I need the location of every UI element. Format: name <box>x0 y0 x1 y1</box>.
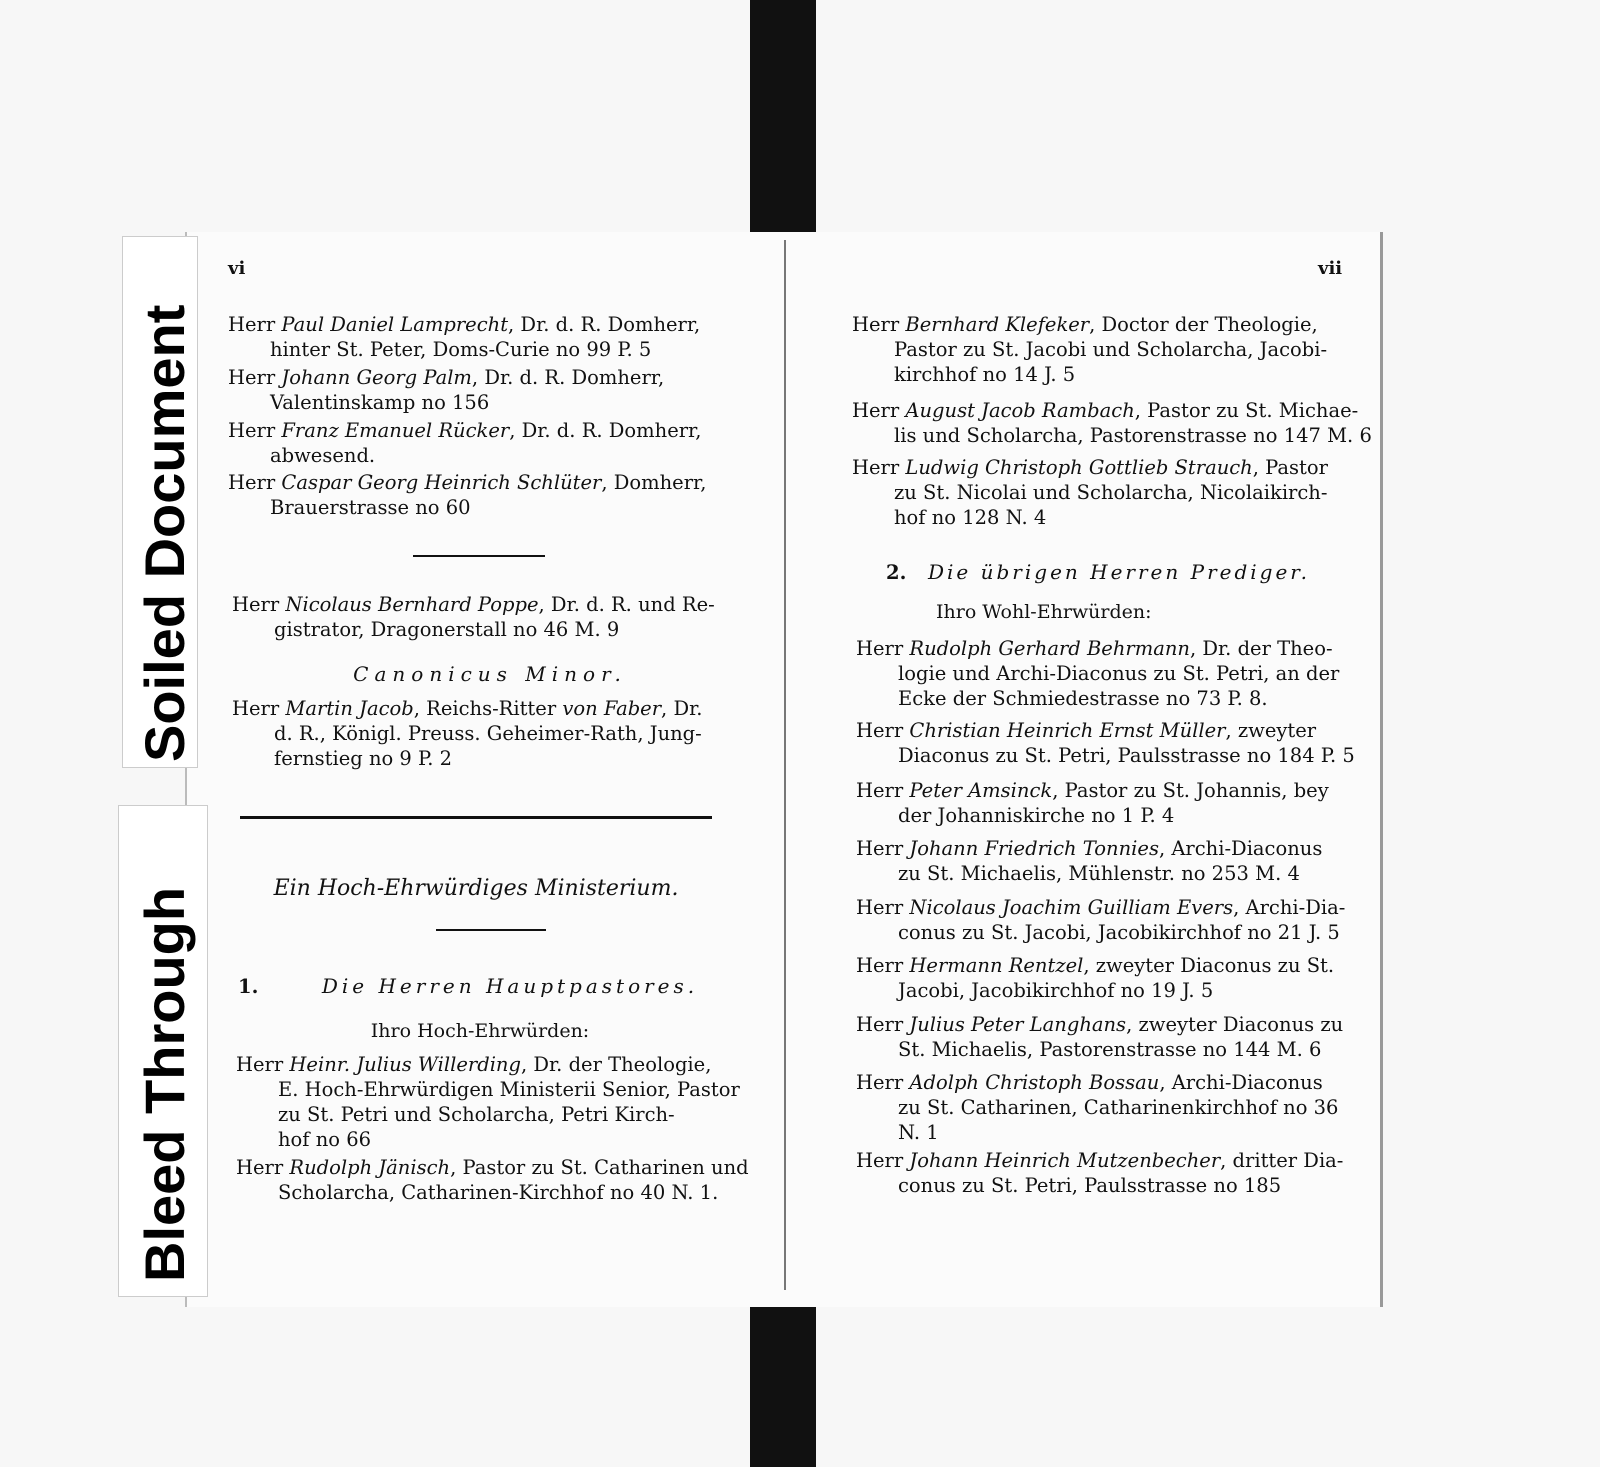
left-page-number: vi <box>228 258 246 279</box>
canonicus-minor-heading: Canonicus Minor. <box>353 662 627 686</box>
label-bleed-through: Bleed Through <box>133 886 196 1282</box>
herr-text: Herr <box>852 313 900 336</box>
entry-julius-peter-langhans <box>856 1012 1366 1062</box>
section1-num: 1. <box>238 975 259 998</box>
section1-address: Ihro Hoch-Ehrwürden: <box>370 1020 590 1042</box>
short-rule-2 <box>436 929 546 931</box>
entry-paul-daniel-lamprecht <box>228 312 728 362</box>
person-name: August Jacob Rambach <box>905 399 1135 422</box>
right-page-number: vii <box>1318 258 1343 279</box>
herr-text: Herr <box>852 456 900 479</box>
entry-august-jacob-rambach <box>852 398 1372 448</box>
section1-title: Die Herren Hauptpastores. <box>321 974 699 998</box>
person-name: Christian Heinrich Ernst Müller <box>909 719 1226 742</box>
entry-line: zu St. Catharinen, Catharinenkirchhof no 36 <box>898 1096 1339 1119</box>
entry-line: St. Michaelis, Pastorenstrasse no 144 M. 6 <box>898 1038 1322 1061</box>
entry-title: , Archi-Diaconus <box>1159 1071 1323 1094</box>
entry-line: Diaconus zu St. Petri, Paulsstrasse no 184 P. 5 <box>898 744 1355 767</box>
entry-poppe: Herr Nicolaus Bernhard Poppe, Dr. d. R. und Re- gistrator, Dragonerstall no 46 M. 9 <box>232 593 715 641</box>
person-name: Paul Daniel Lamprecht <box>281 313 509 336</box>
entry-line: Brauerstrasse no 60 <box>270 496 471 519</box>
person-name: Johann Friedrich Tonnies <box>909 837 1159 860</box>
entry-franz-emanuel-r-cker <box>228 418 728 468</box>
entry-line: lis und Scholarcha, Pastorenstrasse no 147 M. 6 <box>894 424 1372 447</box>
herr-text: Herr <box>852 399 900 422</box>
person-name: Ludwig Christoph Gottlieb Strauch <box>905 456 1253 479</box>
person-name: Johann Heinrich Mutzenbecher <box>909 1149 1221 1172</box>
herr-text: Herr <box>856 779 904 802</box>
entry-rudolph-gerhard-behrmann <box>856 636 1366 711</box>
herr-text: Herr <box>228 419 276 442</box>
herr-text: Herr <box>856 837 904 860</box>
entry-title: , Dr. d. R. Domherr, <box>509 419 702 442</box>
entry-title: , dritter Dia- <box>1220 1149 1344 1172</box>
entry-title: , zweyter <box>1225 719 1317 742</box>
entry-adolph-christoph-bossau <box>856 1070 1366 1145</box>
ministerium-heading: Ein Hoch-Ehrwürdiges Ministerium. <box>273 876 679 901</box>
herr-text: Herr <box>856 719 904 742</box>
entry-title: , Pastor <box>1252 456 1328 479</box>
entry-line: zu St. Nicolai und Scholarcha, Nicolaikirch- <box>894 481 1328 504</box>
entry-line: Jacobi, Jacobikirchhof no 19 J. 5 <box>898 979 1214 1002</box>
entry-line: Ecke der Schmiedestrasse no 73 P. 8. <box>898 687 1268 710</box>
herr-text: Herr <box>856 1013 904 1036</box>
entry-johann-friedrich-tonnies <box>856 836 1366 886</box>
entry-johann-georg-palm <box>228 365 728 415</box>
full-rule <box>240 816 712 819</box>
entry-line: hof no 128 N. 4 <box>894 506 1047 529</box>
page-gutter <box>784 240 786 1290</box>
entry-line: hinter St. Peter, Doms-Curie no 99 P. 5 <box>270 338 652 361</box>
herr-text: Herr <box>856 896 904 919</box>
entry-line: Pastor zu St. Jacobi und Scholarcha, Jacobi- <box>894 338 1328 361</box>
entry-title: , zweyter Diaconus zu <box>1126 1013 1344 1036</box>
entry-title: , Domherr, <box>601 471 707 494</box>
entry-bernhard-klefeker <box>852 312 1362 387</box>
section2-title: Die übrigen Herren Prediger. <box>928 560 1311 584</box>
entry-line: logie und Archi-Diaconus zu St. Petri, an der <box>898 662 1340 685</box>
entry-line: Valentinskamp no 156 <box>270 391 490 414</box>
entry-title: , Pastor zu St. Michae- <box>1134 399 1359 422</box>
entry-johann-heinrich-mutzenbecher <box>856 1148 1366 1198</box>
person-name: Nicolaus Joachim Guilliam Evers <box>909 896 1234 919</box>
binding-strip-bottom <box>750 1305 816 1467</box>
entry-title: , Dr. d. R. Domherr, <box>471 366 665 389</box>
herr-text: Herr <box>228 471 276 494</box>
person-name: Rudolph Gerhard Behrmann <box>909 637 1190 660</box>
entry-line: abwesend. <box>270 444 376 467</box>
entry-title: , Archi-Diaconus <box>1158 837 1323 860</box>
person-name: Caspar Georg Heinrich Schlüter <box>281 471 602 494</box>
section2-num: 2. <box>886 561 907 584</box>
person-name: Bernhard Klefeker <box>905 313 1090 336</box>
herr-text: Herr <box>856 637 904 660</box>
entry-line: conus zu St. Petri, Paulsstrasse no 185 <box>898 1174 1282 1197</box>
person-name: Adolph Christoph Bossau <box>909 1071 1160 1094</box>
person-name: Julius Peter Langhans <box>909 1013 1127 1036</box>
entry-title: , Doctor der Theologie, <box>1089 313 1318 336</box>
entry-hermann-rentzel <box>856 953 1366 1003</box>
entry-line: der Johanniskirche no 1 P. 4 <box>898 804 1175 827</box>
entry-willerding: Herr Heinr. Julius Willerding, Dr. der Theologie, E. Hoch-Ehrwürdigen Ministerii Senior, Pastor zu St. Petri und Scholarcha, Petri Kirch- hof no 66 <box>236 1053 740 1151</box>
entry-title: , Dr. d. R. Domherr, <box>508 313 701 336</box>
binding-strip-top <box>750 0 816 232</box>
person-name: Johann Georg Palm <box>281 366 472 389</box>
entry-line: N. 1 <box>898 1121 939 1144</box>
entry-title: , Dr. der Theo- <box>1189 637 1333 660</box>
entry-caspar-georg-heinrich-schl-ter <box>228 470 728 520</box>
entry-christian-heinrich-ernst-m-ller <box>856 718 1366 768</box>
herr-text: Herr <box>856 1071 904 1094</box>
entry-line: conus zu St. Jacobi, Jacobikirchhof no 21 J. 5 <box>898 921 1340 944</box>
entry-line: zu St. Michaelis, Mühlenstr. no 253 M. 4 <box>898 862 1300 885</box>
person-name: Hermann Rentzel <box>909 954 1084 977</box>
section2-address: Ihro Wohl-Ehrwürden: <box>936 601 1152 623</box>
entry-title: , Archi-Dia- <box>1233 896 1346 919</box>
entry-title: , zweyter Diaconus zu St. <box>1083 954 1335 977</box>
herr-text: Herr <box>228 366 276 389</box>
entry-nicolaus-joachim-guilliam-evers <box>856 895 1366 945</box>
person-name: Franz Emanuel Rücker <box>281 419 510 442</box>
entry-jaenisch: Herr Rudolph Jänisch, Pastor zu St. Catharinen und Scholarcha, Catharinen-Kirchhof no 40 N. 1. <box>236 1156 749 1204</box>
short-rule-1 <box>413 555 545 557</box>
entry-peter-amsinck <box>856 778 1366 828</box>
entry-title: , Pastor zu St. Johannis, bey <box>1052 779 1329 802</box>
entry-jacob: Herr Martin Jacob, Reichs-Ritter von Faber, Dr. d. R., Königl. Preuss. Geheimer-Rath, Jung- fernstieg no 9 P. 2 <box>232 697 703 770</box>
right-page <box>785 232 1383 1307</box>
person-name: Peter Amsinck <box>909 779 1053 802</box>
entry-line: kirchhof no 14 J. 5 <box>894 363 1076 386</box>
herr-text: Herr <box>856 954 904 977</box>
label-soiled-document: Soiled Document <box>133 304 196 762</box>
entry-ludwig-christoph-gottlieb-strauch <box>852 455 1362 530</box>
herr-text: Herr <box>856 1149 904 1172</box>
herr-text: Herr <box>228 313 276 336</box>
